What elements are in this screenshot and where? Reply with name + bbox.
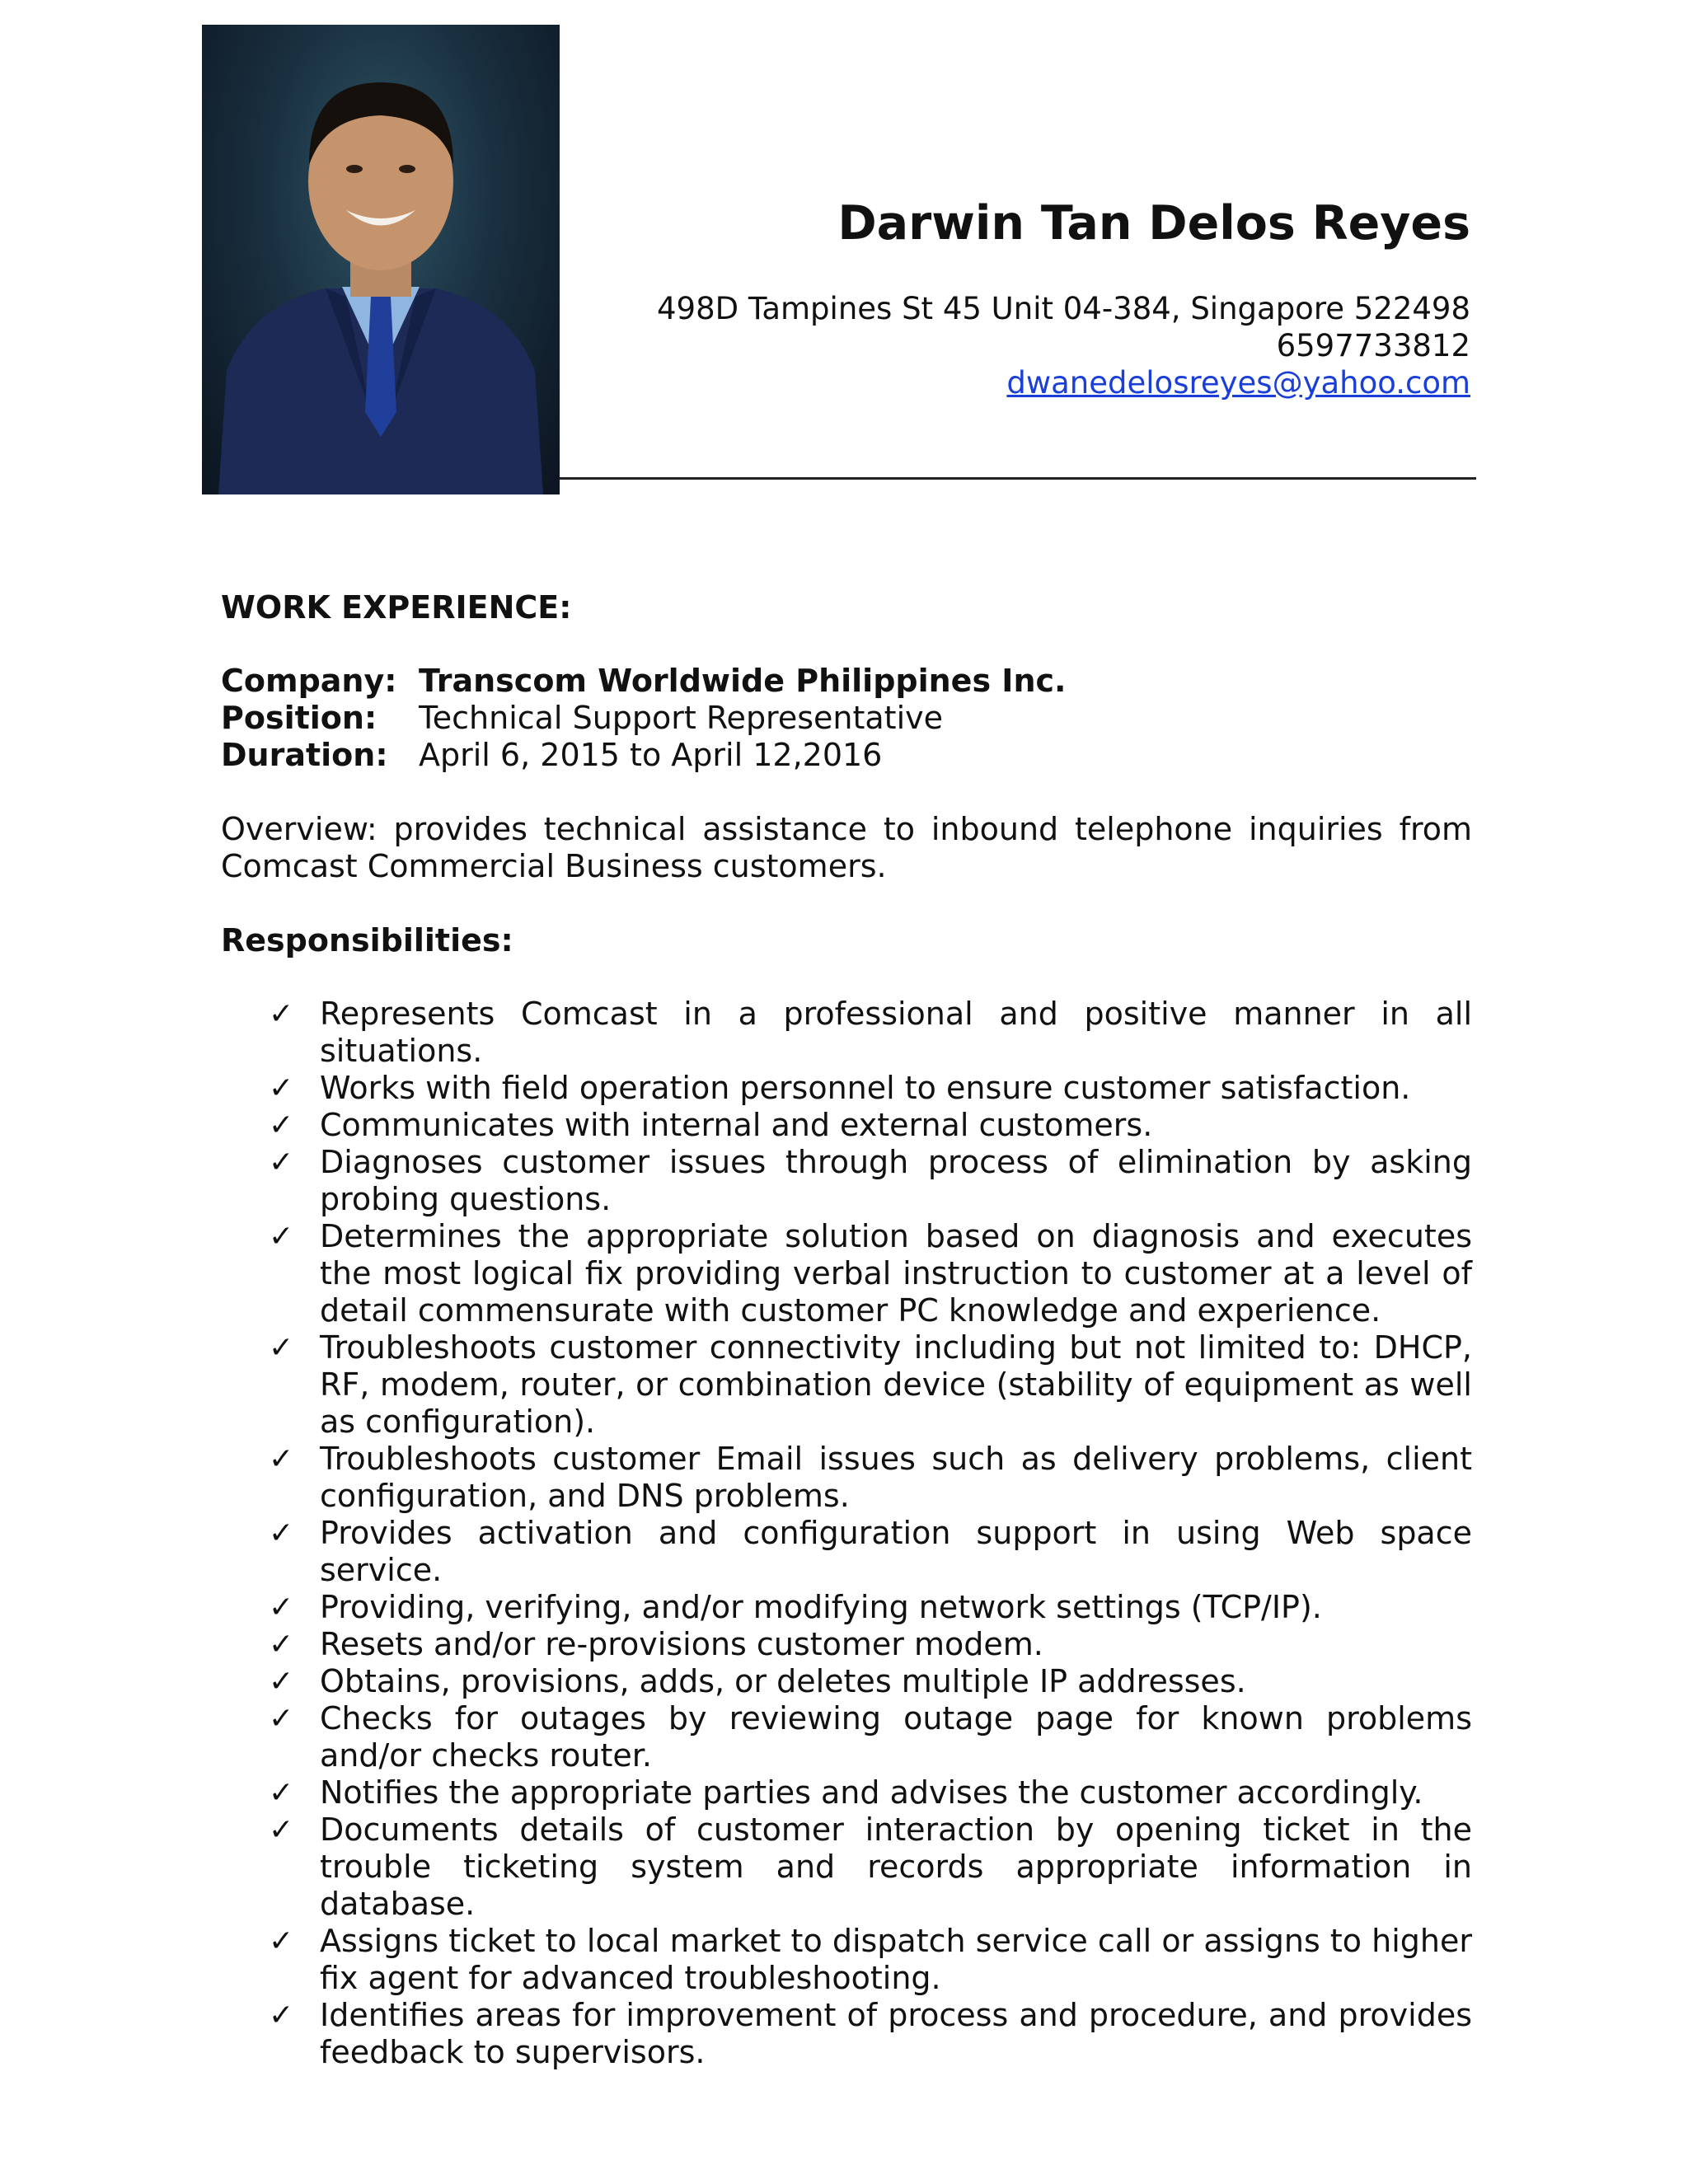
responsibility-text: Notifies the appropriate parties and advises the customer accordingly. (320, 1774, 1423, 1811)
checkmark-icon: ✓ (269, 997, 294, 1031)
checkmark-icon: ✓ (269, 1999, 294, 2032)
email-link[interactable]: dwanedelosreyes@yahoo.com (1006, 365, 1470, 401)
responsibility-text: Checks for outages by reviewing outage page for known problems and/or checks router. (320, 1700, 1472, 1774)
contact-block (657, 290, 1470, 401)
section-title: WORK EXPERIENCE: (221, 589, 572, 626)
responsibilities-title: Responsibilities: (221, 922, 513, 958)
address: 498D Tampines St 45 Unit 04-384, Singapore 522498 (656, 291, 1470, 326)
responsibility-item (221, 1144, 1472, 1218)
work-experience-section (221, 589, 1472, 2071)
checkmark-icon: ✓ (269, 1591, 294, 1624)
responsibility-text: Works with field operation personnel to ensure customer satisfaction. (320, 1070, 1411, 1106)
company-row (221, 663, 1472, 700)
responsibility-text: Identifies areas for improvement of process and procedure, and provides feedback to supervisors. (320, 1997, 1472, 2070)
checkmark-icon: ✓ (269, 1108, 294, 1142)
overview-text: Overview: provides technical assistance to inbound telephone inquiries from Comcast Commercial Business customers. (221, 811, 1472, 884)
duration-row (221, 737, 1472, 774)
profile-photo (202, 25, 560, 494)
checkmark-icon: ✓ (269, 1924, 294, 1958)
checkmark-icon: ✓ (269, 1813, 294, 1847)
responsibility-item (221, 1107, 1472, 1144)
responsibility-item (221, 1774, 1472, 1811)
checkmark-icon: ✓ (269, 1776, 294, 1810)
company-label: Company: (221, 663, 397, 699)
responsibility-item (221, 1515, 1472, 1589)
portrait-illustration (202, 25, 560, 494)
responsibility-item (221, 1070, 1472, 1107)
position-label: Position: (221, 700, 377, 736)
responsibility-text: Providing, verifying, and/or modifying network settings (TCP/IP). (320, 1589, 1322, 1625)
responsibility-item (221, 1441, 1472, 1515)
responsibility-text: Obtains, provisions, adds, or deletes multiple IP addresses. (320, 1663, 1246, 1699)
responsibility-item (221, 1589, 1472, 1626)
responsibility-text: Troubleshoots customer Email issues such as delivery problems, client configuration, and DNS problems. (320, 1441, 1472, 1514)
responsibility-item (221, 1811, 1472, 1923)
responsibility-text: Determines the appropriate solution based on diagnosis and executes the most logical fix providing verbal instruction to customer at a level of detail commensurate with customer PC knowledge and experience. (320, 1218, 1472, 1329)
responsibility-text: Communicates with internal and external customers. (320, 1107, 1153, 1143)
responsibility-item (221, 1663, 1472, 1700)
checkmark-icon: ✓ (269, 1331, 294, 1365)
checkmark-icon: ✓ (269, 1516, 294, 1550)
checkmark-icon: ✓ (269, 1628, 294, 1661)
responsibility-item (221, 1329, 1472, 1441)
responsibility-text: Provides activation and configuration support in using Web space service. (320, 1515, 1472, 1588)
responsibility-text: Troubleshoots customer connectivity including but not limited to: DHCP, RF, modem, router, or combination device (stability of equipment as well as configuration). (320, 1329, 1472, 1440)
checkmark-icon: ✓ (269, 1071, 294, 1105)
company-name: Transcom Worldwide Philippines Inc. (419, 663, 1067, 699)
checkmark-icon: ✓ (269, 1665, 294, 1699)
phone-number: 6597733812 (1276, 328, 1470, 363)
responsibility-item (221, 1700, 1472, 1774)
header-divider (560, 477, 1476, 480)
candidate-name: Darwin Tan Delos Reyes (837, 196, 1470, 251)
responsibility-text: Resets and/or re-provisions customer modem. (320, 1626, 1043, 1662)
checkmark-icon: ✓ (269, 1146, 294, 1179)
responsibility-text: Documents details of customer interaction by opening ticket in the trouble ticketing system and records appropriate information in database. (320, 1811, 1472, 1922)
responsibility-text: Assigns ticket to local market to dispatch service call or assigns to higher fix agent for advanced troubleshooting. (320, 1923, 1472, 1996)
responsibility-text: Diagnoses customer issues through process of elimination by asking probing questions. (320, 1144, 1472, 1217)
checkmark-icon: ✓ (269, 1702, 294, 1736)
position-row (221, 700, 1472, 737)
responsibility-item (221, 1923, 1472, 1997)
responsibilities-list (221, 996, 1472, 2071)
responsibility-item (221, 996, 1472, 1070)
responsibility-item (221, 1218, 1472, 1329)
position-value: Technical Support Representative (419, 700, 943, 736)
responsibility-text: Represents Comcast in a professional and positive manner in all situations. (320, 996, 1472, 1069)
duration-value: April 6, 2015 to April 12,2016 (419, 737, 883, 773)
checkmark-icon: ✓ (269, 1220, 294, 1254)
responsibility-item (221, 1997, 1472, 2071)
checkmark-icon: ✓ (269, 1442, 294, 1476)
duration-label: Duration: (221, 737, 388, 773)
responsibility-item (221, 1626, 1472, 1663)
